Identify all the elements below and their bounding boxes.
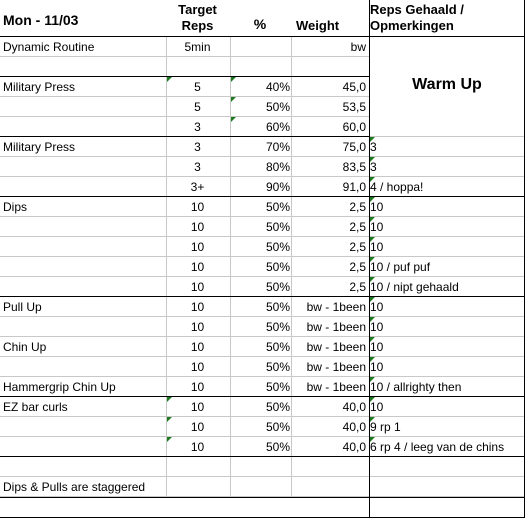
comment-marker-icon <box>370 197 375 202</box>
cell-weight[interactable]: 40,0 <box>342 400 366 414</box>
cell-pct[interactable] <box>230 457 290 477</box>
bottom-border <box>0 497 525 498</box>
cell-pct[interactable]: 50% <box>265 220 290 234</box>
cell-note[interactable]: 3 <box>370 160 377 174</box>
cell-weight[interactable]: bw - 1been <box>306 320 366 334</box>
comment-marker-icon <box>370 337 375 342</box>
cell-pct[interactable]: 50% <box>265 200 290 214</box>
cell-pct[interactable]: 50% <box>265 400 290 414</box>
cell-exercise[interactable]: Military Press <box>3 140 76 154</box>
cell-reps[interactable]: 10 <box>190 300 205 314</box>
cell-reps[interactable] <box>166 457 229 477</box>
comment-marker-icon <box>167 77 172 82</box>
cell-pct[interactable]: 50% <box>265 280 290 294</box>
comment-marker-icon <box>370 217 375 222</box>
cell-note[interactable]: 10 <box>370 240 384 254</box>
cell-weight[interactable]: 2,5 <box>349 260 366 274</box>
cell-reps[interactable]: 10 <box>190 420 205 434</box>
comment-marker-icon <box>370 237 375 242</box>
comment-marker-icon <box>370 297 375 302</box>
comment-marker-icon <box>370 257 375 262</box>
row-gridline <box>369 236 524 237</box>
comment-marker-icon <box>370 437 375 442</box>
cell-reps[interactable]: 10 <box>190 360 205 374</box>
cell-pct[interactable] <box>230 477 290 497</box>
cell-note[interactable]: 10 <box>370 320 384 334</box>
cell-reps[interactable]: 10 <box>190 320 205 334</box>
row-gridline <box>369 216 524 217</box>
percent-header[interactable]: % <box>253 16 267 32</box>
comment-marker-icon <box>167 397 172 402</box>
cell-pct[interactable]: 50% <box>265 420 290 434</box>
comment-marker-icon <box>370 397 375 402</box>
cell-weight[interactable]: 45,0 <box>342 80 366 94</box>
target-reps-header-line2[interactable]: Reps <box>181 18 214 33</box>
comment-marker-icon <box>370 417 375 422</box>
cell-weight[interactable]: 2,5 <box>349 240 366 254</box>
notes-header-line2[interactable]: Opmerkingen <box>370 18 454 33</box>
cell-reps[interactable]: 3 <box>194 160 201 174</box>
sheet-title[interactable]: Mon - 11/03 <box>3 12 79 28</box>
cell-reps[interactable]: 3 <box>194 120 201 134</box>
cell-note[interactable]: 10 <box>370 220 384 234</box>
cell-pct[interactable]: 80% <box>265 160 290 174</box>
cell-weight[interactable]: bw <box>350 40 366 54</box>
comment-marker-icon <box>231 77 236 82</box>
cell-exercise[interactable]: Dips <box>3 200 28 214</box>
cell-exercise[interactable]: Military Press <box>3 80 76 94</box>
cell-reps[interactable]: 10 <box>190 280 205 294</box>
target-reps-header-line1[interactable]: Target <box>178 2 217 17</box>
cell-reps[interactable]: 5 <box>194 80 201 94</box>
cell-exercise[interactable]: Dynamic Routine <box>3 40 95 54</box>
cell-note[interactable]: 10 / puf puf <box>370 260 431 274</box>
cell-weight[interactable] <box>291 477 366 497</box>
cell-pct[interactable]: 50% <box>265 240 290 254</box>
cell-pct[interactable]: 50% <box>265 100 290 114</box>
cell-reps[interactable]: 10 <box>190 340 205 354</box>
cell-pct[interactable]: 50% <box>265 440 290 454</box>
cell-note[interactable]: 3 <box>370 140 377 154</box>
cell-pct[interactable]: 50% <box>265 300 290 314</box>
cell-exercise[interactable]: EZ bar curls <box>3 400 68 414</box>
cell-reps[interactable]: 10 <box>190 440 205 454</box>
cell-pct[interactable] <box>230 37 290 57</box>
cell-reps[interactable]: 10 <box>190 200 205 214</box>
cell-weight[interactable]: bw - 1been <box>306 300 366 314</box>
cell-reps[interactable]: 3 <box>194 140 201 154</box>
cell-weight[interactable]: bw - 1been <box>306 340 366 354</box>
cell-reps[interactable]: 3+ <box>190 180 205 194</box>
comment-marker-icon <box>231 97 236 102</box>
comment-marker-icon <box>167 417 172 422</box>
cell-pct[interactable]: 50% <box>265 360 290 374</box>
comment-marker-icon <box>370 357 375 362</box>
cell-weight[interactable]: 2,5 <box>349 280 366 294</box>
comment-marker-icon <box>370 277 375 282</box>
cell-reps[interactable] <box>166 57 229 77</box>
cell-weight[interactable]: 83,5 <box>342 160 366 174</box>
cell-weight[interactable]: 75,0 <box>342 140 366 154</box>
row-gridline <box>369 476 524 477</box>
warm-up-cell[interactable]: Warm Up <box>412 76 482 93</box>
cell-pct[interactable]: 40% <box>265 80 290 94</box>
notes-header-line1[interactable]: Reps Gehaald / <box>370 2 464 17</box>
cell-reps[interactable]: 10 <box>190 400 205 414</box>
cell-weight[interactable]: 53,5 <box>342 100 366 114</box>
cell-note[interactable]: 4 / hoppa! <box>370 180 424 194</box>
comment-marker-icon <box>370 377 375 382</box>
cell-pct[interactable]: 70% <box>265 140 290 154</box>
cell-pct[interactable]: 50% <box>265 380 290 394</box>
cell-weight[interactable]: 60,0 <box>342 120 366 134</box>
cell-weight[interactable]: 2,5 <box>349 220 366 234</box>
cell-note[interactable]: 10 <box>370 340 384 354</box>
row-gridline <box>369 336 524 337</box>
cell-weight[interactable]: 40,0 <box>342 420 366 434</box>
comment-marker-icon <box>370 317 375 322</box>
comment-marker-icon <box>231 117 236 122</box>
comment-marker-icon <box>370 177 375 182</box>
cell-reps[interactable]: 10 <box>190 260 205 274</box>
cell-exercise[interactable]: Pull Up <box>3 300 42 314</box>
cell-note[interactable]: 9 rp 1 <box>370 420 401 434</box>
cell-exercise[interactable]: Dips & Pulls are staggered <box>3 480 146 494</box>
cell-weight[interactable]: bw - 1been <box>306 360 366 374</box>
cell-reps[interactable]: 10 <box>190 380 205 394</box>
cell-reps[interactable] <box>166 477 229 497</box>
cell-weight[interactable]: 40,0 <box>342 440 366 454</box>
cell-reps[interactable]: 10 <box>190 220 205 234</box>
cell-pct[interactable]: 50% <box>265 260 290 274</box>
cell-weight[interactable]: 91,0 <box>342 180 366 194</box>
cell-note[interactable]: 6 rp 4 / leeg van de chins <box>370 440 505 454</box>
comment-marker-icon <box>370 137 375 142</box>
cell-pct[interactable]: 50% <box>265 340 290 354</box>
row-gridline <box>369 356 524 357</box>
cell-reps[interactable]: 5min <box>184 40 211 54</box>
cell-weight[interactable]: 2,5 <box>349 200 366 214</box>
cell-note[interactable]: 10 <box>370 360 384 374</box>
weight-header[interactable]: Weight <box>296 18 340 33</box>
cell-pct[interactable]: 50% <box>265 320 290 334</box>
cell-note[interactable]: 10 <box>370 400 384 414</box>
comment-marker-icon <box>370 157 375 162</box>
cell-pct[interactable] <box>230 57 290 77</box>
cell-pct[interactable]: 90% <box>265 180 290 194</box>
cell-weight[interactable]: bw - 1been <box>306 380 366 394</box>
cell-note[interactable]: 10 / allrighty then <box>370 380 462 394</box>
cell-note[interactable]: 10 <box>370 300 384 314</box>
row-gridline <box>369 156 524 157</box>
cell-note[interactable]: 10 / nipt gehaald <box>370 280 459 294</box>
cell-reps[interactable]: 5 <box>194 100 201 114</box>
cell-weight[interactable] <box>291 57 366 77</box>
cell-reps[interactable]: 10 <box>190 240 205 254</box>
cell-weight[interactable] <box>291 457 366 477</box>
cell-exercise[interactable]: Hammergrip Chin Up <box>3 380 116 394</box>
cell-pct[interactable]: 60% <box>265 120 290 134</box>
cell-exercise[interactable]: Chin Up <box>3 340 47 354</box>
comment-marker-icon <box>167 437 172 442</box>
cell-note[interactable]: 10 <box>370 200 384 214</box>
row-gridline <box>369 316 524 317</box>
